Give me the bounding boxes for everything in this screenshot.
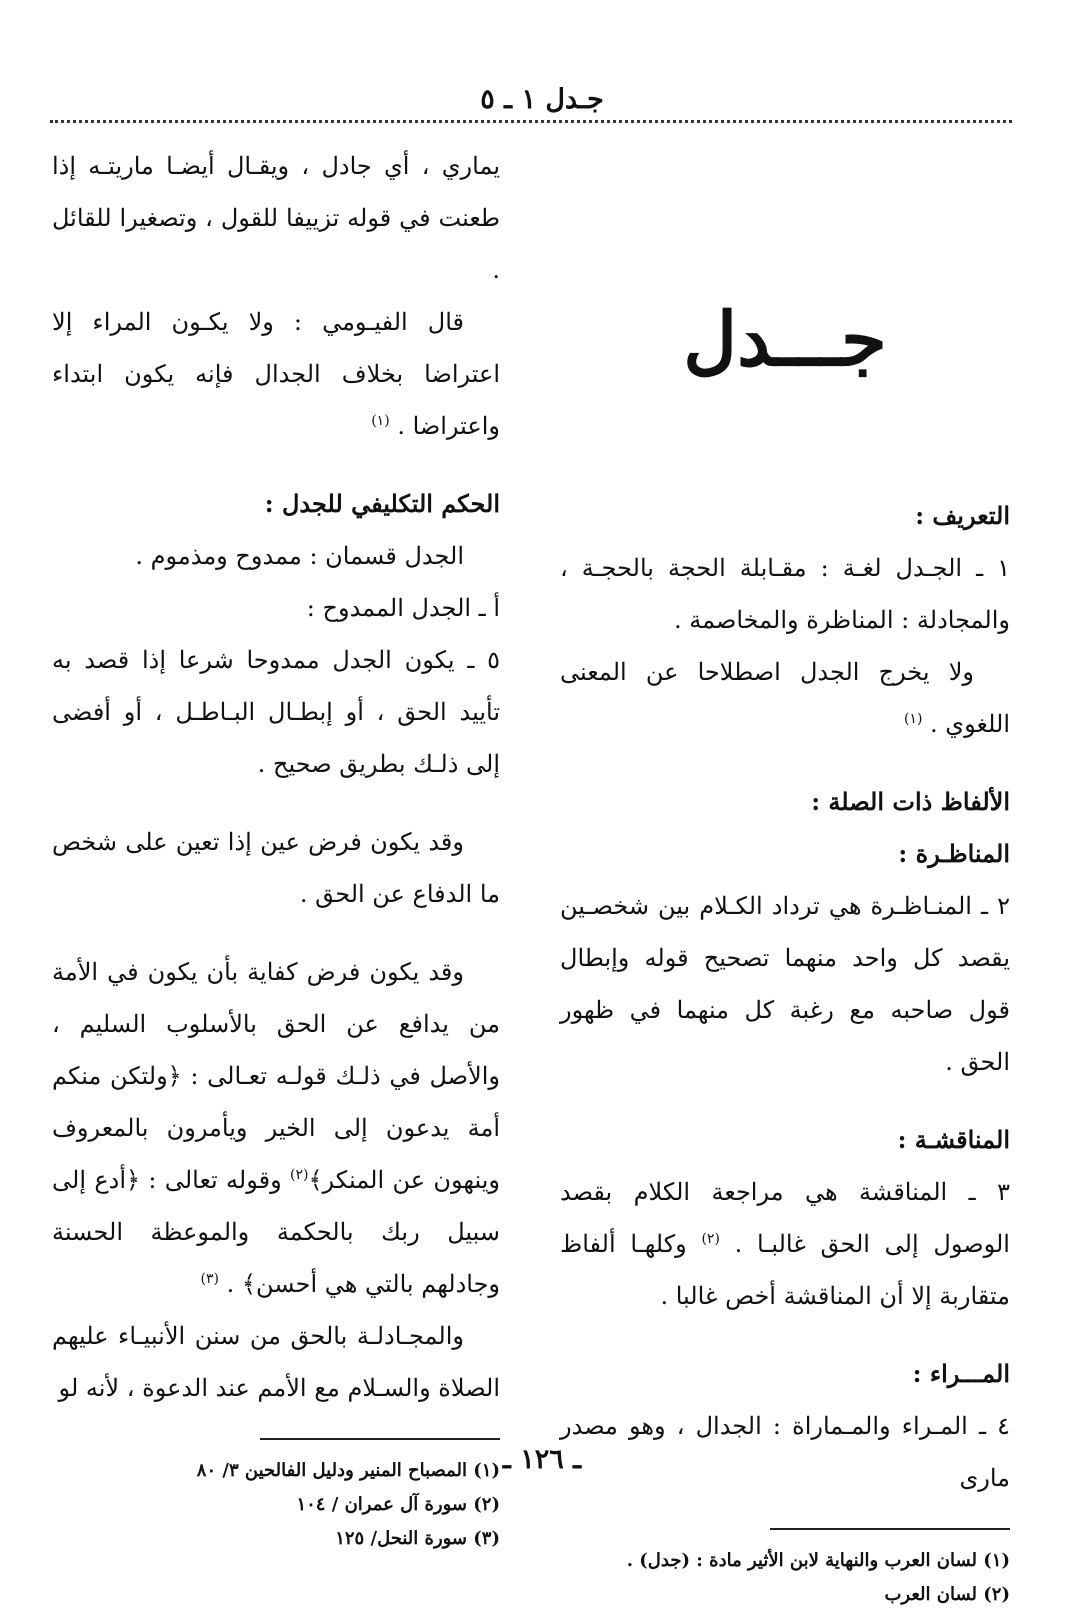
prophets-paragraph: والمجـادلـة بالحق من سنن الأنبيـاء عليهم الصلاة والسـلام مع الأمم عند الدعوة ، لأنه لو: [52, 1322, 500, 1402]
fard-kifaya-text-a: وقد يكون فرض كفاية بأن يكون في الأمة من يدافع عن الحق بالأسلوب السليم ، والأصل في ذلـك قولـه تعـالى : ﴿ولتكن منكم أمة يدعون إلى الخير ويأمرون بالمعروف وينهون عن المنكر﴾: [52, 958, 500, 1194]
footnote-ref: (٢): [290, 1167, 309, 1183]
fayyumi-text: قال الفيـومي : ولا يكـون المراء إلا اعتراضا بخلاف الجدال فإنه يكون ابتداء واعتراضا .: [52, 308, 500, 440]
continuation-paragraph: يماري ، أي جادل ، ويقـال أيضـا ماريتـه إذا طعنت في قوله تزييفا للقول ، وتصغيرا للقائل .: [52, 152, 500, 284]
footnote: (١) المصباح المنير ودليل الفالحين ٣/ ٨٠: [196, 1460, 500, 1481]
right-column: [560, 140, 1010, 1612]
footnote-ref: (٢): [701, 1231, 720, 1247]
definition-heading: التعريف :: [915, 501, 1010, 530]
mira-heading: المـــراء :: [912, 1359, 1010, 1388]
praised-subheading: أ ـ الجدل الممدوح :: [306, 594, 500, 622]
term-text: ولا يخرج الجدل اصطلاحا عن المعنى اللغوي .: [560, 658, 1010, 738]
fard-ayn-paragraph: وقد يكون فرض عين إذا تعين على شخص ما الدفاع عن الحق .: [52, 828, 500, 908]
fayyumi-paragraph: [52, 296, 500, 452]
munaqasha-text-a: ٣ ـ المناقشة هي مراجعة الكلام بقصد الوصول إلى الحق غالبـا .: [560, 1178, 1010, 1258]
footnote: (٢) لسان العرب: [884, 1584, 1010, 1605]
related-terms-heading: الألفاظ ذات الصلة :: [811, 787, 1010, 816]
praised-paragraph: ٥ ـ يكون الجدل ممدوحا شرعا إذا قصد به تأييد الحق ، أو إبطـال البـاطـل ، أو أفضى إلى ذلـك بطريق صحيح .: [52, 646, 500, 778]
term-paragraph: [560, 646, 1010, 750]
footnote: (٢) سورة آل عمران / ١٠٤: [296, 1494, 500, 1515]
mira-paragraph: ٤ ـ المـراء والمـماراة : الجدال ، وهو مصدر مارى: [560, 1412, 1010, 1492]
munaqasha-heading: المناقشـة :: [897, 1125, 1010, 1154]
entry-title: جـــدل: [683, 297, 887, 383]
header-divider: [50, 120, 1012, 123]
fard-kifaya-paragraph: [52, 946, 500, 1310]
footnote-divider: [770, 1528, 1010, 1530]
types-paragraph: الجدل قسمان : ممدوح ومذموم .: [135, 542, 464, 570]
munaqasha-text-b: وكلهـا ألفاظ متقاربة إلا أن المناقشة أخص غالبا .: [560, 1230, 1010, 1310]
footnote-ref: (١): [371, 413, 390, 429]
running-header: جـدل ١ ـ ٥: [480, 84, 604, 115]
footnote: (٣) سورة النحل/ ١٢٥: [335, 1528, 500, 1549]
definition-paragraph: ١ ـ الجـدل لغـة : مقـابلة الحجة بالحجـة ، والمجادلة : المناظرة والمخاصمة .: [560, 554, 1010, 634]
fard-kifaya-text-b: وقوله تعالى : ﴿أدع إلى سبيل ربك بالحكمة والموعظة الحسنة وجادلهم بالتي هي أحسن﴾ .: [52, 1166, 500, 1298]
left-column: [52, 140, 500, 1556]
munazara-heading: المناظـرة :: [898, 839, 1010, 868]
page-number: ـ ١٢٦ ـ: [502, 1444, 582, 1475]
ruling-heading: الحكم التكليفي للجدل :: [264, 489, 500, 518]
footnote-ref: (١): [903, 711, 923, 727]
munazara-paragraph: ٢ ـ المنـاظـرة هي ترداد الكـلام بين شخصـين يقصد كل واحد منهما تصحيح قوله وإبطال قول صاحبه مع رغبة كل منهما في ظهور الحق .: [560, 892, 1010, 1076]
footnote-ref: (٣): [200, 1271, 219, 1287]
munaqasha-paragraph: [560, 1166, 1010, 1322]
footnote: (١) لسان العرب والنهاية لابن الأثير مادة : (جدل) .: [626, 1550, 1010, 1571]
